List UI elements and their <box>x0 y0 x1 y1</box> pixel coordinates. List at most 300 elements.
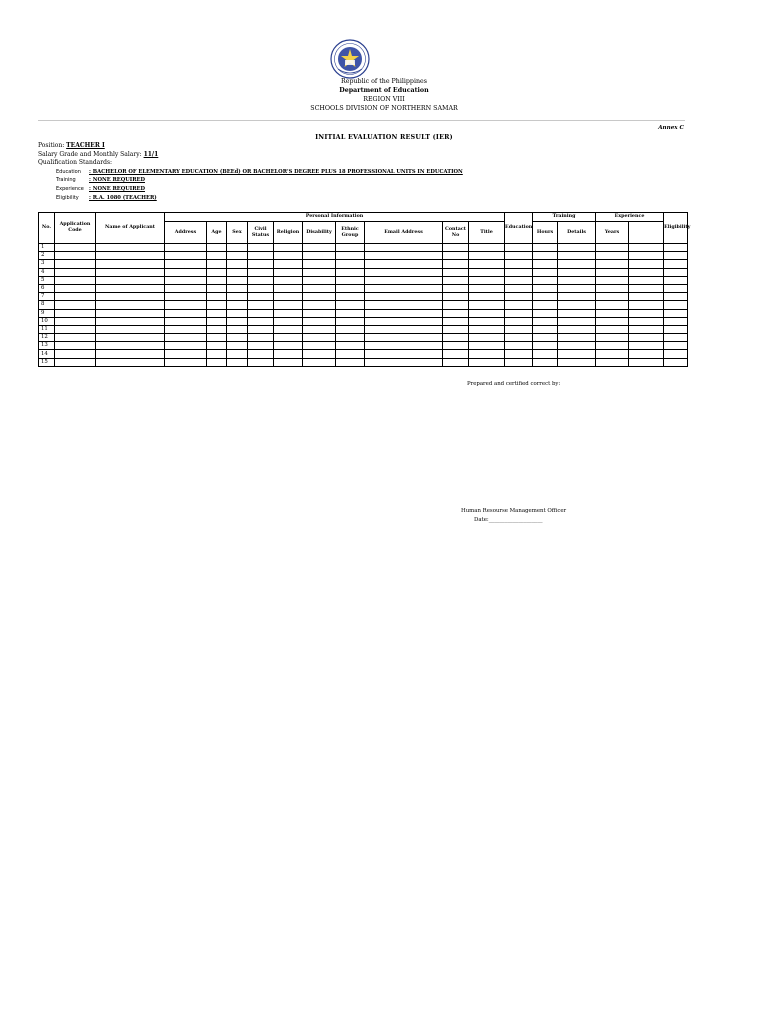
col-age: Age <box>207 222 227 244</box>
table-cell <box>469 317 505 325</box>
table-cell <box>365 293 443 301</box>
table-cell <box>274 342 303 350</box>
table-cell <box>664 252 688 260</box>
table-cell <box>505 350 533 358</box>
table-cell <box>365 342 443 350</box>
table-cell <box>274 284 303 292</box>
table-cell <box>443 350 469 358</box>
table-row <box>39 350 688 358</box>
table-cell <box>96 276 165 284</box>
table-cell <box>274 301 303 309</box>
table-row <box>39 293 688 301</box>
table-cell <box>365 268 443 276</box>
row-number: 15 <box>39 358 55 366</box>
table-cell <box>558 244 596 252</box>
table-row <box>39 252 688 260</box>
table-cell <box>274 276 303 284</box>
table-cell <box>227 358 248 366</box>
table-cell <box>303 317 336 325</box>
table-cell <box>207 350 227 358</box>
table-cell <box>303 284 336 292</box>
header-divider <box>38 120 685 121</box>
table-cell <box>469 301 505 309</box>
qs-education-value: : BACHELOR OF ELEMENTARY EDUCATION (BEEd) OR BACHELOR'S DEGREE PLUS 18 PROFESSIONAL UNITS IN EDUCATION <box>89 169 463 175</box>
table-cell <box>443 358 469 366</box>
table-cell <box>248 317 274 325</box>
row-number: 13 <box>39 342 55 350</box>
table-cell <box>596 317 629 325</box>
table-cell <box>303 334 336 342</box>
table-cell <box>248 244 274 252</box>
table-cell <box>443 244 469 252</box>
table-cell <box>629 301 664 309</box>
table-cell <box>248 284 274 292</box>
col-email: Email Address <box>365 222 443 244</box>
table-cell <box>227 260 248 268</box>
table-cell <box>443 325 469 333</box>
table-cell <box>596 342 629 350</box>
table-cell <box>558 276 596 284</box>
table-cell <box>207 325 227 333</box>
table-cell <box>469 309 505 317</box>
table-cell <box>303 293 336 301</box>
table-cell <box>274 260 303 268</box>
table-cell <box>55 284 96 292</box>
table-cell <box>96 325 165 333</box>
table-cell <box>55 350 96 358</box>
table-cell <box>365 334 443 342</box>
table-cell <box>629 252 664 260</box>
table-row <box>39 325 688 333</box>
table-cell <box>596 276 629 284</box>
table-cell <box>443 301 469 309</box>
table-body <box>39 244 688 367</box>
table-cell <box>96 309 165 317</box>
table-cell <box>629 260 664 268</box>
salary-value: 11/1 <box>143 151 159 158</box>
table-cell <box>664 358 688 366</box>
table-cell <box>96 317 165 325</box>
table-cell <box>443 293 469 301</box>
table-cell <box>443 342 469 350</box>
table-cell <box>248 350 274 358</box>
table-cell <box>365 358 443 366</box>
table-cell <box>227 276 248 284</box>
table-cell <box>96 342 165 350</box>
table-cell <box>207 334 227 342</box>
table-cell <box>558 325 596 333</box>
qs-education-row <box>56 169 463 175</box>
table-cell <box>248 260 274 268</box>
table-cell <box>303 309 336 317</box>
table-cell <box>96 358 165 366</box>
table-cell <box>596 358 629 366</box>
row-number: 9 <box>39 309 55 317</box>
table-cell <box>336 276 365 284</box>
table-row <box>39 284 688 292</box>
table-cell <box>505 301 533 309</box>
table-cell <box>96 260 165 268</box>
table-cell <box>55 325 96 333</box>
col-experience-details: Details <box>558 222 596 244</box>
salary-line <box>38 151 158 159</box>
table-cell <box>336 244 365 252</box>
table-cell <box>365 350 443 358</box>
table-cell <box>469 268 505 276</box>
qs-training-value: : NONE REQUIRED <box>89 177 145 183</box>
table-cell <box>533 317 558 325</box>
table-cell <box>55 309 96 317</box>
table-cell <box>248 276 274 284</box>
table-cell <box>443 309 469 317</box>
table-cell <box>596 293 629 301</box>
table-cell <box>558 317 596 325</box>
row-number: 7 <box>39 293 55 301</box>
table-cell <box>227 317 248 325</box>
table-cell <box>469 276 505 284</box>
col-disability: Disability <box>303 222 336 244</box>
table-cell <box>227 325 248 333</box>
table-cell <box>303 268 336 276</box>
table-cell <box>227 293 248 301</box>
col-training-title: Title <box>469 222 505 244</box>
table-cell <box>664 325 688 333</box>
table-row <box>39 309 688 317</box>
document-title: INITIAL EVALUATION RESULT (IER) <box>315 133 453 141</box>
table-cell <box>629 276 664 284</box>
table-cell <box>336 334 365 342</box>
table-cell <box>55 358 96 366</box>
row-number: 10 <box>39 317 55 325</box>
qs-eligibility-row <box>56 195 157 201</box>
table-cell <box>303 244 336 252</box>
col-eligibility: Eligibility <box>664 213 688 244</box>
qs-experience-value: : NONE REQUIRED <box>89 186 145 192</box>
table-cell <box>505 309 533 317</box>
table-cell <box>558 309 596 317</box>
table-cell <box>274 325 303 333</box>
col-training-hours: Hours <box>533 222 558 244</box>
table-cell <box>558 293 596 301</box>
table-cell <box>533 342 558 350</box>
table-cell <box>227 309 248 317</box>
table-cell <box>96 268 165 276</box>
salary-label: Salary Grade and Monthly Salary: <box>38 151 142 158</box>
table-cell <box>55 317 96 325</box>
table-cell <box>227 334 248 342</box>
table-cell <box>664 284 688 292</box>
table-cell <box>469 284 505 292</box>
table-cell <box>664 301 688 309</box>
table-cell <box>505 284 533 292</box>
table-cell <box>55 276 96 284</box>
table-cell <box>274 268 303 276</box>
table-cell <box>664 334 688 342</box>
table-cell <box>558 252 596 260</box>
table-cell <box>165 293 207 301</box>
table-cell <box>207 293 227 301</box>
table-cell <box>664 350 688 358</box>
table-cell <box>629 358 664 366</box>
row-number: 14 <box>39 350 55 358</box>
col-contact: Contact No <box>443 222 469 244</box>
table-cell <box>596 260 629 268</box>
table-cell <box>596 252 629 260</box>
table-cell <box>596 301 629 309</box>
col-no: No. <box>39 213 55 244</box>
col-experience: Experience <box>596 213 664 222</box>
table-cell <box>664 293 688 301</box>
table-cell <box>558 268 596 276</box>
table-cell <box>227 301 248 309</box>
table-cell <box>165 309 207 317</box>
table-cell <box>303 252 336 260</box>
table-cell <box>664 260 688 268</box>
table-cell <box>96 301 165 309</box>
table-cell <box>443 268 469 276</box>
table-cell <box>96 284 165 292</box>
table-row <box>39 334 688 342</box>
table-cell <box>207 317 227 325</box>
table-cell <box>303 325 336 333</box>
table-cell <box>505 268 533 276</box>
table-cell <box>96 244 165 252</box>
table-cell <box>469 244 505 252</box>
qualification-standards-label: Qualification Standards: <box>38 159 113 166</box>
table-cell <box>336 317 365 325</box>
qs-training-row <box>56 177 145 183</box>
row-number: 4 <box>39 268 55 276</box>
table-cell <box>165 268 207 276</box>
table-cell <box>558 334 596 342</box>
qs-training-label: Training <box>56 177 76 183</box>
qs-education-label: Education <box>56 169 81 175</box>
table-cell <box>505 325 533 333</box>
table-cell <box>664 342 688 350</box>
table-cell <box>469 260 505 268</box>
table-cell <box>533 244 558 252</box>
table-cell <box>55 293 96 301</box>
table-row <box>39 301 688 309</box>
table-cell <box>55 334 96 342</box>
table-row <box>39 358 688 366</box>
row-number: 3 <box>39 260 55 268</box>
prepared-by-label: Prepared and certified correct by: <box>467 381 561 387</box>
row-number: 6 <box>39 284 55 292</box>
row-number: 12 <box>39 334 55 342</box>
table-cell <box>596 334 629 342</box>
table-cell <box>336 260 365 268</box>
table-cell <box>248 325 274 333</box>
table-cell <box>664 309 688 317</box>
table-cell <box>505 317 533 325</box>
annex-label: Annex C <box>658 125 684 131</box>
table-cell <box>96 350 165 358</box>
table-cell <box>365 317 443 325</box>
table-cell <box>227 252 248 260</box>
region-line: REGION VIII <box>363 96 405 103</box>
table-cell <box>207 358 227 366</box>
table-cell <box>596 325 629 333</box>
table-cell <box>303 358 336 366</box>
table-cell <box>443 334 469 342</box>
table-cell <box>248 309 274 317</box>
table-cell <box>207 301 227 309</box>
table-cell <box>227 342 248 350</box>
table-cell <box>533 325 558 333</box>
table-cell <box>365 325 443 333</box>
hrmo-label: Human Resourse Management Officer <box>461 508 567 514</box>
table-cell <box>303 350 336 358</box>
table-cell <box>596 309 629 317</box>
table-cell <box>558 284 596 292</box>
table-row <box>39 276 688 284</box>
table-cell <box>469 325 505 333</box>
col-address: Address <box>165 222 207 244</box>
col-training: Training <box>533 213 596 222</box>
table-cell <box>207 268 227 276</box>
table-cell <box>227 284 248 292</box>
table-cell <box>629 293 664 301</box>
table-cell <box>469 342 505 350</box>
table-cell <box>469 350 505 358</box>
table-cell <box>533 350 558 358</box>
table-cell <box>336 293 365 301</box>
table-cell <box>629 284 664 292</box>
table-cell <box>336 268 365 276</box>
table-cell <box>533 334 558 342</box>
table-cell <box>365 252 443 260</box>
table-cell <box>533 252 558 260</box>
table-cell <box>96 293 165 301</box>
table-cell <box>558 260 596 268</box>
table-row <box>39 268 688 276</box>
table-cell <box>629 334 664 342</box>
table-cell <box>55 301 96 309</box>
deped-seal-icon <box>330 39 370 79</box>
table-cell <box>664 244 688 252</box>
table-cell <box>248 342 274 350</box>
col-name: Name of Applicant <box>96 213 165 244</box>
table-cell <box>365 244 443 252</box>
table-cell <box>55 260 96 268</box>
col-religion: Religion <box>274 222 303 244</box>
table-cell <box>248 301 274 309</box>
table-cell <box>558 301 596 309</box>
table-cell <box>533 268 558 276</box>
table-cell <box>336 342 365 350</box>
evaluation-table <box>38 212 691 367</box>
table-cell <box>165 325 207 333</box>
table-cell <box>227 244 248 252</box>
table-cell <box>505 260 533 268</box>
table-cell <box>55 342 96 350</box>
table-cell <box>596 244 629 252</box>
table-cell <box>207 284 227 292</box>
table-cell <box>533 284 558 292</box>
table-cell <box>96 252 165 260</box>
table-cell <box>274 334 303 342</box>
table-cell <box>274 350 303 358</box>
col-personal-information: Personal Information <box>165 213 505 222</box>
table-cell <box>505 358 533 366</box>
table-cell <box>443 260 469 268</box>
table-cell <box>365 301 443 309</box>
table-cell <box>165 244 207 252</box>
table-cell <box>443 276 469 284</box>
table-cell <box>336 252 365 260</box>
col-application-code: Application Code <box>55 213 96 244</box>
table-cell <box>336 301 365 309</box>
table-cell <box>365 284 443 292</box>
col-education: Education <box>505 213 533 244</box>
table-cell <box>248 268 274 276</box>
table-cell <box>533 260 558 268</box>
table-cell <box>336 358 365 366</box>
table-cell <box>336 350 365 358</box>
table-cell <box>533 293 558 301</box>
date-label: Date:____________________ <box>474 517 543 523</box>
table-cell <box>303 342 336 350</box>
position-label: Position: <box>38 142 65 149</box>
table-cell <box>207 252 227 260</box>
row-number: 11 <box>39 325 55 333</box>
table-cell <box>505 276 533 284</box>
table-cell <box>629 268 664 276</box>
row-number: 1 <box>39 244 55 252</box>
table-cell <box>558 342 596 350</box>
table-cell <box>336 284 365 292</box>
table-cell <box>274 252 303 260</box>
table-cell <box>629 244 664 252</box>
table-cell <box>303 276 336 284</box>
table-cell <box>629 317 664 325</box>
row-number: 2 <box>39 252 55 260</box>
table-cell <box>207 342 227 350</box>
table-cell <box>533 309 558 317</box>
table-cell <box>274 309 303 317</box>
col-experience-years: Years <box>596 222 629 244</box>
col-sex: Sex <box>227 222 248 244</box>
table-cell <box>558 358 596 366</box>
table-cell <box>227 350 248 358</box>
table-cell <box>443 317 469 325</box>
table-cell <box>443 252 469 260</box>
table-row <box>39 244 688 252</box>
table-row <box>39 342 688 350</box>
table-cell <box>505 252 533 260</box>
table-cell <box>248 293 274 301</box>
table-cell <box>596 268 629 276</box>
col-civil-status: Civil Status <box>248 222 274 244</box>
table-cell <box>248 358 274 366</box>
table-cell <box>469 358 505 366</box>
table-cell <box>303 301 336 309</box>
table-row <box>39 317 688 325</box>
table-cell <box>505 244 533 252</box>
position-value: TEACHER I <box>66 142 105 149</box>
table-cell <box>248 252 274 260</box>
table-cell <box>664 317 688 325</box>
table-cell <box>227 268 248 276</box>
table-cell <box>165 260 207 268</box>
department-line: Department of Education <box>339 87 429 94</box>
table-cell <box>336 325 365 333</box>
table-cell <box>505 334 533 342</box>
table-cell <box>596 350 629 358</box>
table-cell <box>664 276 688 284</box>
position-line <box>38 142 105 150</box>
